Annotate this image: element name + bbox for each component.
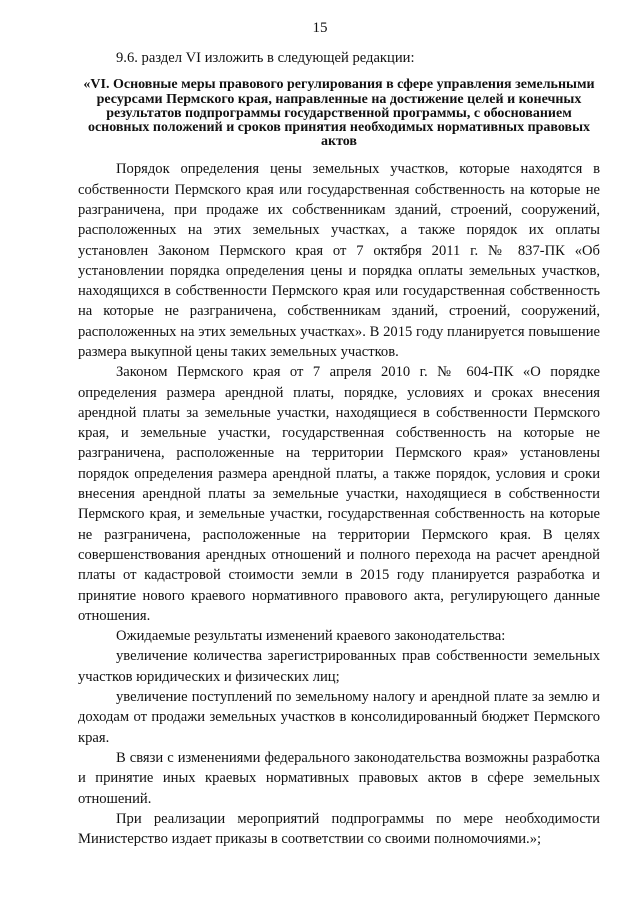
paragraph-rent-law: Законом Пермского края от 7 апреля 2010 г. № 604-ПК «О порядке определения размера арендной платы, порядке, условиях и сроках внесения арендной платы за земельные участки, находящиеся в собственности Пермского края, и земельные участки, государственная собственность на которые не разграничена, расположенные на территории Пермского края» установлены порядок определения размера арендной платы, а также порядок, условия и сроки внесения арендной платы за земельные участки, находящиеся в собственности Пермского края, и земельные участки, государственная собственность на которые не разграничена, расположенные на территории Пермского края. В целях совершенствования арендных отношений и полного перехода на расчет арендной платы от кадастровой стоимости земли в 2015 году планируется разработка и принятие нового краевого нормативного правового акта, регулирующего данные отношения. bbox=[78, 364, 600, 624]
paragraph-ministry-orders: При реализации мероприятий подпрограммы по мере необходимости Министерство издает приказы в соответствии со своими полномочиями.»; bbox=[78, 810, 600, 848]
document-body bbox=[78, 48, 600, 849]
page-number: 15 bbox=[312, 20, 328, 36]
amendment-intro: 9.6. раздел VI изложить в следующей редакции: bbox=[116, 50, 415, 66]
paragraph-federal-changes: В связи с изменениями федерального законодательства возможны разработка и принятие иных краевых нормативных правовых актов в сфере земельных отношений. bbox=[78, 749, 600, 807]
paragraph-expected-results: Ожидаемые результаты изменений краевого законодательства: bbox=[116, 628, 506, 645]
paragraph-land-price: Порядок определения цены земельных участков, которые находятся в собственности Пермского края или государственная собственность на которые не разграничена, при продаже их собственникам зданий, строений, сооружений, расположенных на этих земельных участках, а также порядок их оплаты установлен Законом Пермского края от 7 октября 2011 г. № 837-ПК «Об установлении порядка определения цены и порядка оплаты земельных участков, находящихся в собственности Пермского края или государственная собственность на которые не разграничена, собственникам зданий, строений, сооружений, расположенных на этих земельных участках». В 2015 году планируется повышение размера выкупной цены таких земельных участков. bbox=[78, 161, 600, 360]
section-heading: «VI. Основные меры правового регулирования в сфере управления земельными ресурсами Пермского края, направленные на достижение целей и конечных результатов подпрограммы государственной программы, с обоснованием основных положений и сроков принятия необходимых нормативных правовых актов bbox=[83, 77, 595, 150]
paragraph-registration-increase: увеличение количества зарегистрированных прав собственности земельных участков юридических и физических лиц; bbox=[78, 648, 600, 685]
paragraph-revenue-increase: увеличение поступлений по земельному налогу и арендной плате за землю и доходам от продажи земельных участков в консолидированный бюджет Пермского края. bbox=[78, 689, 600, 746]
